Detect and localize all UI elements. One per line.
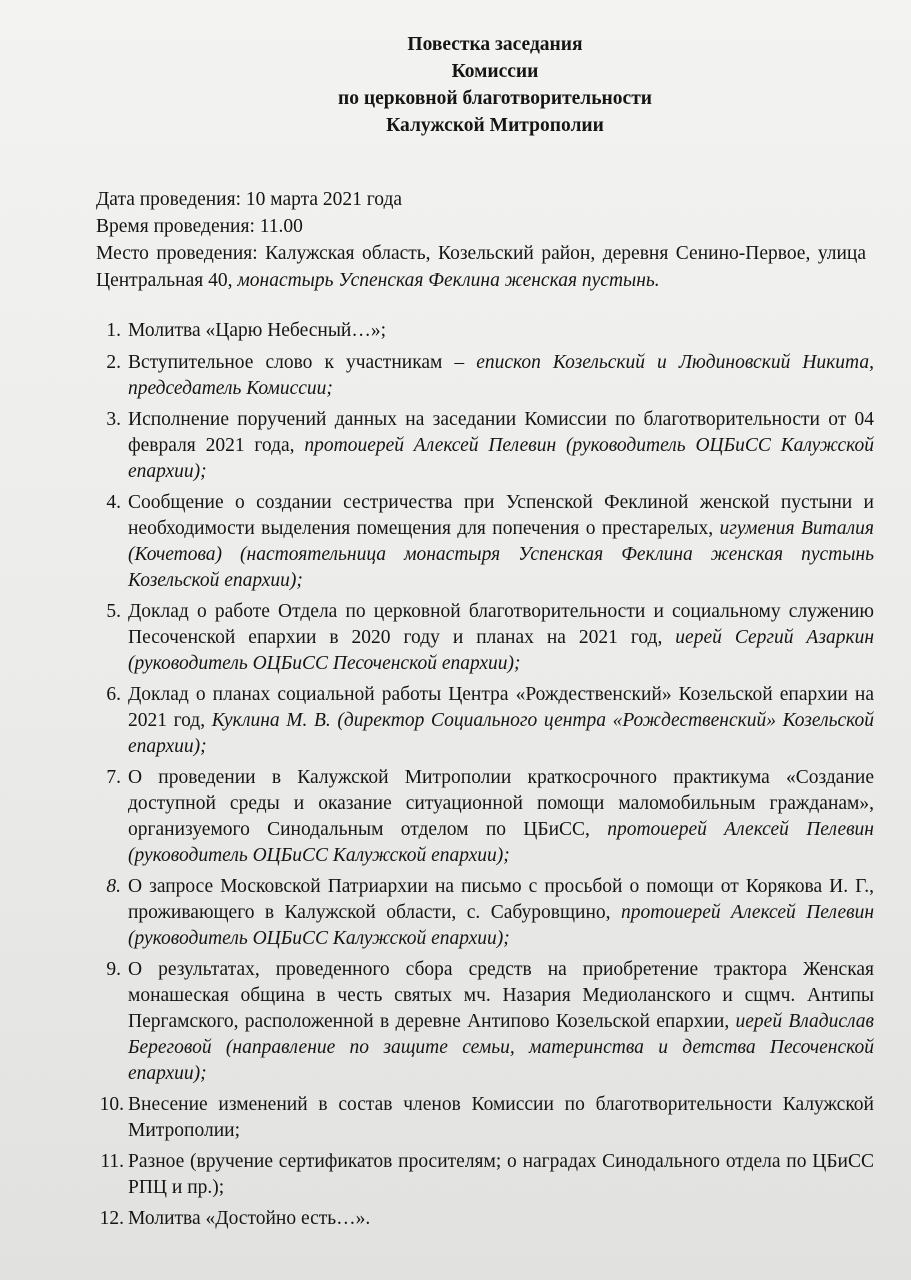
agenda-item <box>74 682 874 760</box>
meeting-place-italic: монастырь Успенская Феклина женская пустынь. <box>237 270 660 291</box>
item-text: Сообщение о создании сестричества при Успенской Феклиной женской пустыни и необходимости выделения помещения для попечения о престарелых, <box>128 492 874 539</box>
item-number: 7. <box>106 767 121 788</box>
item-number: 12. <box>99 1208 124 1229</box>
item-text: О результатах, проведенного сбора средств на приобретение трактора Женская монашеская община в честь святых мч. Назария Медиоланского и сщмч. Антипы Пергамского, расположенной в деревне Антипово Козельской епархии, <box>128 959 874 1032</box>
item-number: 5. <box>106 601 121 622</box>
item-number: 9. <box>106 959 121 980</box>
item-speaker: Куклина М. В. (директор Социального центра «Рождественский» Козельской епархии); <box>128 710 874 757</box>
title-line-1: Повестка заседания <box>407 34 583 55</box>
meeting-place <box>96 240 866 294</box>
title-line-2: Комиссии <box>451 61 539 82</box>
agenda-list <box>74 318 874 1237</box>
agenda-item <box>74 957 874 1087</box>
agenda-item <box>74 1149 874 1201</box>
meeting-details <box>96 186 866 294</box>
agenda-item <box>74 765 874 869</box>
agenda-item <box>74 599 874 677</box>
item-number: 11. <box>100 1151 124 1172</box>
item-text: Вступительное слово к участникам – <box>128 352 477 373</box>
title-line-3: по церковной благотворительности <box>337 88 653 109</box>
item-speaker: протоиерей Алексей Пелевин (руководитель ОЦБиСС Калужской епархии); <box>128 435 874 482</box>
agenda-item <box>74 1206 874 1232</box>
item-number: 2. <box>106 352 121 373</box>
title-line-4: Калужской Митрополии <box>386 115 604 136</box>
item-number: 3. <box>106 409 121 430</box>
item-number: 8. <box>106 876 121 897</box>
item-speaker: протоиерей Алексей Пелевин (руководитель ОЦБиСС Калужской епархии); <box>128 819 874 866</box>
meeting-place-text: Место проведения: Калужская область, Козельский район, деревня Сенино-Первое, улица Центральная 40, <box>96 243 866 291</box>
item-speaker: игумения Виталия (Кочетова) (настоятельница монастыря Успенская Феклина женская пустынь Козельской епархии); <box>128 518 874 591</box>
item-text: Исполнение поручений данных на заседании Комиссии по благотворительности от 04 февраля 2021 года, <box>128 409 874 456</box>
item-number: 6. <box>106 684 121 705</box>
item-text: Доклад о работе Отдела по церковной благотворительности и социальному служению Песоченской епархии в 2020 году и планах на 2021 год, <box>128 601 874 648</box>
item-number: 4. <box>106 492 121 513</box>
agenda-item <box>74 1092 874 1144</box>
item-text: Молитва «Достойно есть…». <box>128 1208 371 1229</box>
item-speaker: епископ Козельский и Людиновский Никита, председатель Комиссии; <box>128 352 874 399</box>
document-title <box>0 31 911 139</box>
meeting-time: Время проведения: 11.00 <box>96 216 303 237</box>
item-text: Внесение изменений в состав членов Комиссии по благотворительности Калужской Митрополии; <box>128 1094 874 1141</box>
meeting-date: Дата проведения: 10 марта 2021 года <box>96 189 403 210</box>
item-speaker: иерей Владислав Береговой (направление по защите семьи, материнства и детства Песоченской епархии); <box>128 1011 874 1084</box>
item-speaker: иерей Сергий Азаркин (руководитель ОЦБиСС Песоченской епархии); <box>128 627 874 674</box>
item-number: 10. <box>99 1094 124 1115</box>
item-text: Молитва «Царю Небесный…»; <box>128 320 387 341</box>
agenda-item <box>74 874 874 952</box>
agenda-item <box>74 490 874 594</box>
agenda-item <box>74 350 874 402</box>
item-text: Разное (вручение сертификатов просителям; о наградах Синодального отдела по ЦБиСС РПЦ и пр.); <box>128 1151 874 1198</box>
item-number: 1. <box>106 320 121 341</box>
item-text: О проведении в Калужской Митрополии краткосрочного практикума «Создание доступной среды и оказание ситуационной помощи маломобильным гражданам», организуемого Синодальным отделом по ЦБиСС, <box>128 767 874 840</box>
item-text: Доклад о планах социальной работы Центра «Рождественский» Козельской епархии на 2021 год, <box>128 684 874 731</box>
item-speaker: протоиерей Алексей Пелевин (руководитель ОЦБиСС Калужской епархии); <box>128 902 874 949</box>
item-text: О запросе Московской Патриархии на письмо с просьбой о помощи от Корякова И. Г., проживающего в Калужской области, с. Сабуровщино, <box>128 876 874 923</box>
agenda-item <box>74 318 874 344</box>
agenda-item <box>74 407 874 485</box>
